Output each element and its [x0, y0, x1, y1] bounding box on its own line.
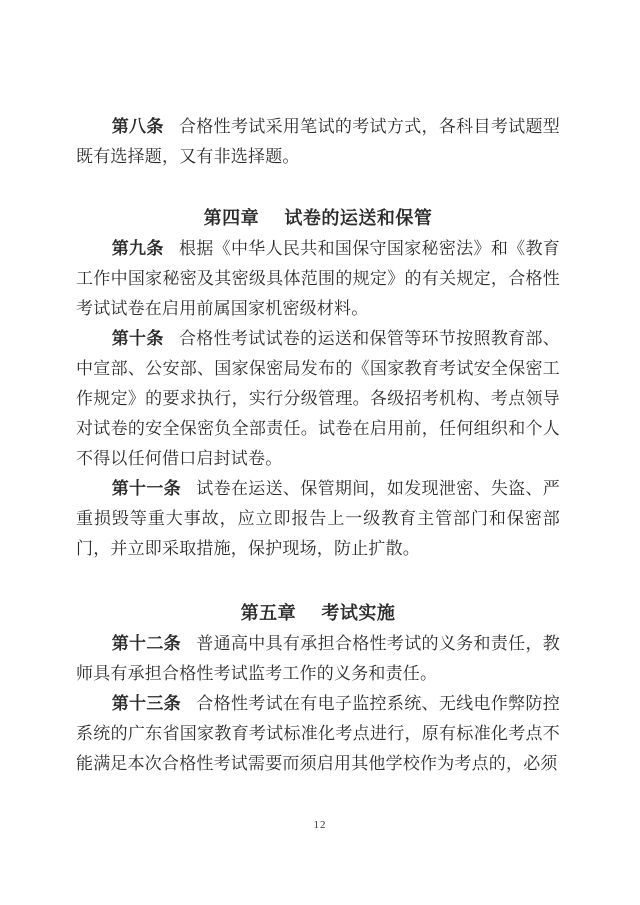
article-9-paragraph [76, 234, 560, 324]
article-13-paragraph [76, 689, 560, 779]
chapter-4-title: 试卷的运送和保管 [284, 208, 433, 228]
chapter-5-title: 考试实施 [321, 603, 396, 623]
article-9-text: 根据《中华人民共和国保守国家秘密法》和《教育工作中国家秘密及其密级具体范围的规定》的有关规定，合格性考试试卷在启用前属国家机密级材料。 [76, 239, 560, 318]
chapter-5-heading [76, 598, 560, 629]
page-number: 12 [313, 819, 327, 831]
article-12-number: 第十二条 [111, 634, 181, 653]
article-11-text: 试卷在运送、保管期间，如发现泄密、失盗、严重损毁等重大事故，应立即报告上一级教育主管部门和保密部门，并立即采取措施，保护现场，防止扩散。 [76, 479, 560, 558]
article-12-paragraph [76, 629, 560, 689]
article-8-number: 第八条 [111, 117, 164, 136]
article-8-paragraph [76, 112, 560, 172]
chapter-4-heading [76, 203, 560, 234]
article-11-number: 第十一条 [111, 479, 181, 498]
article-8-text: 合格性考试采用笔试的考试方式，各科目考试题型既有选择题，又有非选择题。 [76, 117, 560, 166]
article-10-text: 合格性考试试卷的运送和保管等环节按照教育部、中宣部、公安部、国家保密局发布的《国家教育考试安全保密工作规定》的要求执行，实行分级管理。各级招考机构、考点领导对试卷的安全保密负全部责任。试卷在启用前，任何组织和个人不得以任何借口启封试卷。 [76, 329, 560, 468]
article-12-text: 普通高中具有承担合格性考试的义务和责任，教师具有承担合格性考试监考工作的义务和责任。 [76, 634, 560, 683]
chapter-4-number: 第四章 [203, 208, 260, 228]
article-13-number: 第十三条 [111, 694, 181, 713]
article-11-paragraph [76, 474, 560, 564]
article-9-number: 第九条 [111, 239, 164, 258]
article-10-number: 第十条 [111, 329, 164, 348]
chapter-5-number: 第五章 [240, 603, 297, 623]
article-13-text: 合格性考试在有电子监控系统、无线电作弊防控系统的广东省国家教育考试标准化考点进行，原有标准化考点不能满足本次合格性考试需要而须启用其他学校作为考点的，必须 [76, 694, 560, 773]
article-10-paragraph [76, 324, 560, 474]
